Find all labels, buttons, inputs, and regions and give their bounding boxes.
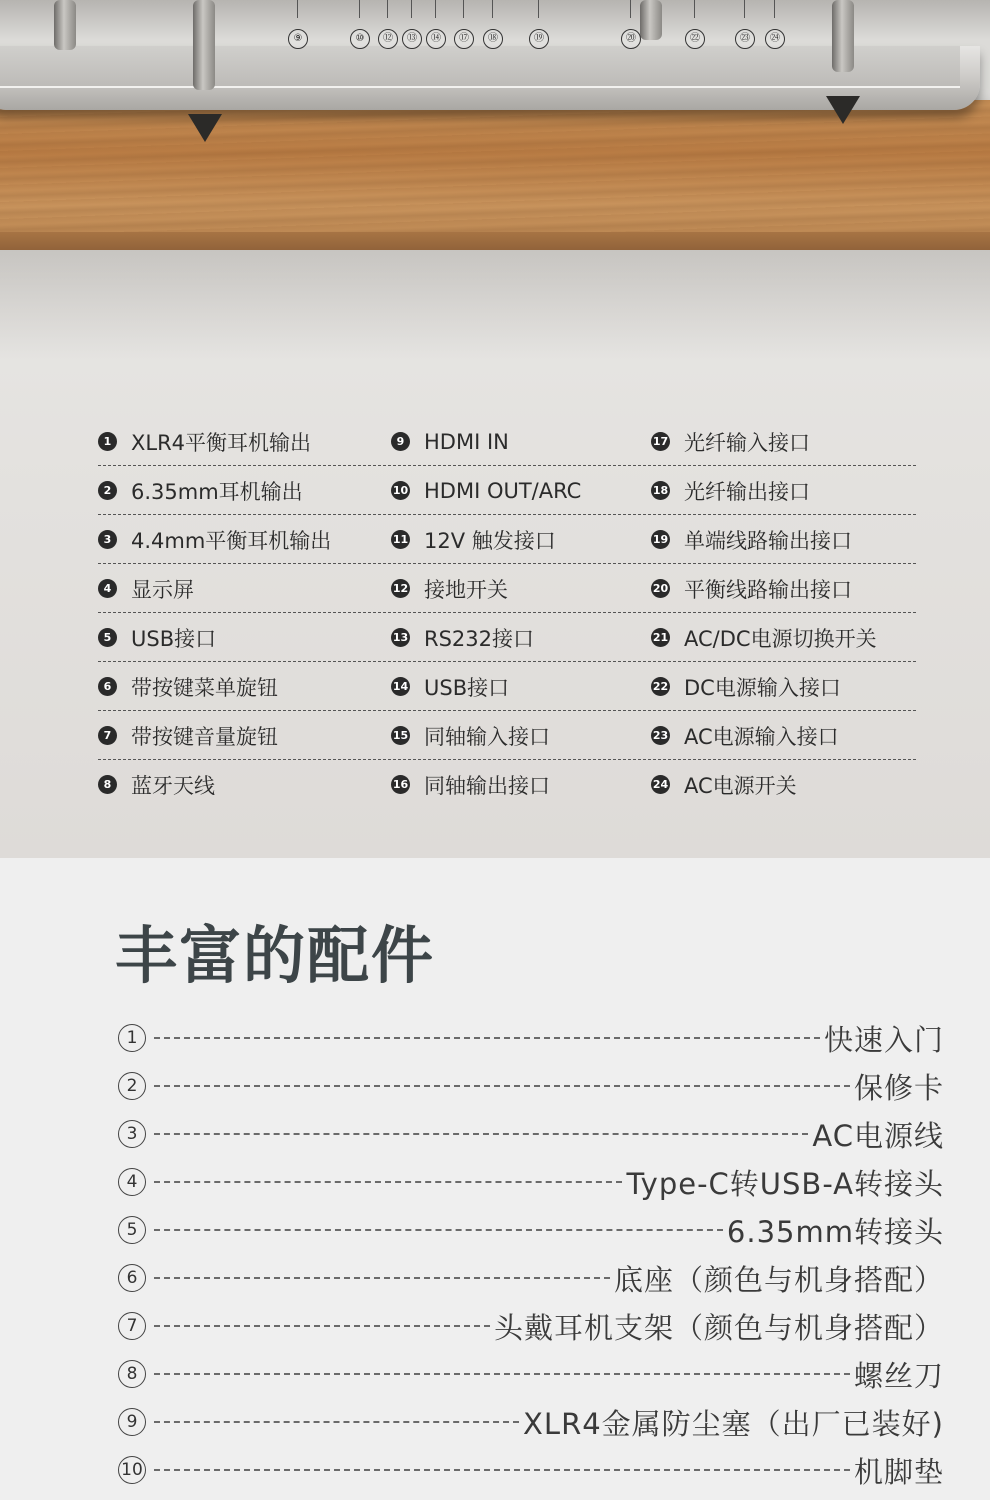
dashed-leader <box>154 1181 622 1183</box>
dashed-leader <box>154 1277 610 1279</box>
spec-cell <box>391 479 651 503</box>
port-number-badge: 15 <box>391 726 410 745</box>
port-callout: ⑩ <box>350 29 370 49</box>
spec-cell <box>391 770 651 800</box>
shelf-shadow <box>0 250 990 360</box>
port-label: HDMI IN <box>424 429 509 454</box>
accessory-item <box>118 1158 944 1206</box>
port-label: USB接口 <box>424 675 510 700</box>
port-number-badge: 11 <box>391 530 410 549</box>
port-label: AC电源输入接口 <box>684 724 839 749</box>
callout-leader-line <box>297 0 298 18</box>
accessory-label: 保修卡 <box>853 1070 944 1105</box>
spec-cell <box>651 476 916 506</box>
accessory-label: 底座（颜色与机身搭配） <box>613 1262 944 1297</box>
accessory-label: AC电源线 <box>812 1118 944 1153</box>
port-label: 蓝牙天线 <box>131 773 215 798</box>
port-number-badge: 5 <box>98 628 117 647</box>
dashed-leader <box>154 1085 850 1087</box>
port-callout: ⑬ <box>402 29 422 49</box>
port-callout: ㉔ <box>765 29 785 49</box>
accessory-label: 机脚垫 <box>853 1454 944 1489</box>
spec-row <box>98 712 916 760</box>
port-number-badge: 7 <box>98 726 117 745</box>
spec-row <box>98 418 916 466</box>
accessory-number: 7 <box>118 1312 146 1340</box>
dashed-leader <box>154 1229 723 1231</box>
spec-cell <box>391 623 651 653</box>
spec-cell <box>391 721 651 751</box>
port-number-badge: 16 <box>391 775 410 794</box>
spec-cell <box>651 525 916 555</box>
accessory-item <box>118 1062 944 1110</box>
spec-cell <box>651 574 916 604</box>
accessory-number: 10 <box>118 1456 146 1484</box>
port-label: 接地开关 <box>424 577 508 602</box>
spec-cell <box>391 672 651 702</box>
port-spec-table <box>98 418 916 809</box>
spec-cell <box>98 770 391 800</box>
port-label: 带按键菜单旋钮 <box>131 675 278 700</box>
spec-cell <box>391 525 651 555</box>
callout-leader-line <box>463 0 464 18</box>
port-label: 同轴输入接口 <box>424 724 550 749</box>
port-number-badge: 24 <box>651 775 670 794</box>
accessory-number: 5 <box>118 1216 146 1244</box>
port-number-badge: 13 <box>391 628 410 647</box>
dashed-leader <box>154 1373 850 1375</box>
spec-cell <box>391 574 651 604</box>
callout-leader-line <box>538 0 539 18</box>
callout-leader-line <box>774 0 775 18</box>
port-label: AC/DC电源切换开关 <box>684 626 877 651</box>
port-label: 带按键音量旋钮 <box>131 724 278 749</box>
port-number-badge: 3 <box>98 530 117 549</box>
port-callout: ⑳ <box>621 29 641 49</box>
callout-leader-line <box>492 0 493 18</box>
port-label: USB接口 <box>131 626 217 651</box>
callout-leader-line <box>411 0 412 18</box>
port-number-badge: 10 <box>391 481 410 500</box>
dashed-leader <box>154 1133 808 1135</box>
spec-cell <box>98 476 391 506</box>
port-number-badge: 19 <box>651 530 670 549</box>
accessory-number: 8 <box>118 1360 146 1388</box>
accessory-item <box>118 1206 944 1254</box>
accessory-number: 6 <box>118 1264 146 1292</box>
spec-cell <box>98 672 391 702</box>
accessory-number: 2 <box>118 1072 146 1100</box>
accessory-item <box>118 1014 944 1062</box>
port-number-badge: 20 <box>651 579 670 598</box>
spec-cell <box>98 427 391 457</box>
accessory-item <box>118 1350 944 1398</box>
dashed-leader <box>154 1469 850 1471</box>
port-label: 光纤输出接口 <box>684 479 810 504</box>
spec-row <box>98 663 916 711</box>
shelf-edge <box>0 232 990 252</box>
accessory-number: 4 <box>118 1168 146 1196</box>
spike-foot-right <box>826 96 860 124</box>
accessory-number: 9 <box>118 1408 146 1436</box>
port-number-badge: 8 <box>98 775 117 794</box>
spec-row <box>98 467 916 515</box>
port-callout: ㉒ <box>685 29 705 49</box>
accessories-title: 丰富的配件 <box>115 919 436 992</box>
accessory-number: 1 <box>118 1024 146 1052</box>
spec-cell <box>98 525 391 555</box>
accessory-item <box>118 1446 944 1494</box>
port-label: 单端线路输出接口 <box>684 528 852 553</box>
port-label: 6.35mm耳机输出 <box>131 479 303 504</box>
port-number-badge: 14 <box>391 677 410 696</box>
port-callout: ⑨ <box>288 29 308 49</box>
product-photo <box>0 0 990 260</box>
port-callout: ⑱ <box>483 29 503 49</box>
callout-leader-line <box>694 0 695 18</box>
port-number-badge: 22 <box>651 677 670 696</box>
accessory-item <box>118 1398 944 1446</box>
spec-row <box>98 565 916 613</box>
spec-cell <box>651 672 916 702</box>
callout-leader-line <box>435 0 436 18</box>
accessory-label: 快速入门 <box>823 1022 944 1057</box>
accessory-number: 3 <box>118 1120 146 1148</box>
spec-cell <box>651 721 916 751</box>
accessories-list <box>118 1014 944 1494</box>
port-label: XLR4平衡耳机输出 <box>131 430 312 455</box>
accessory-item <box>118 1110 944 1158</box>
spec-cell <box>98 623 391 653</box>
accessories-section <box>0 858 990 1500</box>
port-spec-section <box>0 250 990 858</box>
accessory-label: 头戴耳机支架（颜色与机身搭配） <box>493 1310 944 1345</box>
callout-leader-line <box>387 0 388 18</box>
port-label: AC电源开关 <box>684 773 797 798</box>
accessory-label: XLR4金属防尘塞（出厂已装好) <box>523 1406 944 1441</box>
accessory-label: 螺丝刀 <box>853 1358 944 1393</box>
port-label: 12V 触发接口 <box>424 528 556 553</box>
port-number-badge: 4 <box>98 579 117 598</box>
spec-cell <box>391 430 651 454</box>
accessory-item <box>118 1302 944 1350</box>
port-number-badge: 2 <box>98 481 117 500</box>
port-number-badge: 23 <box>651 726 670 745</box>
port-label: HDMI OUT/ARC <box>424 478 582 503</box>
port-number-badge: 17 <box>651 432 670 451</box>
port-label: 显示屏 <box>131 577 194 602</box>
callout-leader-line <box>630 0 631 18</box>
spec-row <box>98 761 916 808</box>
spec-cell <box>651 427 916 457</box>
port-callout: ⑲ <box>529 29 549 49</box>
port-callout: ㉓ <box>735 29 755 49</box>
dashed-leader <box>154 1421 519 1423</box>
port-number-badge: 6 <box>98 677 117 696</box>
callout-leader-line <box>359 0 360 18</box>
port-label: 同轴输出接口 <box>424 773 550 798</box>
spec-cell <box>98 574 391 604</box>
port-label: 4.4mm平衡耳机输出 <box>131 528 332 553</box>
port-label: 光纤输入接口 <box>684 430 810 455</box>
accessory-item <box>118 1254 944 1302</box>
dashed-leader <box>154 1325 490 1327</box>
accessory-label: Type-C转USB-A转接头 <box>626 1166 944 1201</box>
spec-cell <box>651 623 916 653</box>
port-number-badge: 12 <box>391 579 410 598</box>
spike-foot-left <box>188 114 222 142</box>
port-callouts <box>0 0 990 60</box>
spec-row <box>98 614 916 662</box>
port-label: RS232接口 <box>424 626 535 651</box>
port-callout: ⑰ <box>454 29 474 49</box>
spec-row <box>98 516 916 564</box>
port-callout: ⑫ <box>378 29 398 49</box>
port-callout: ⑭ <box>426 29 446 49</box>
accessory-label: 6.35mm转接头 <box>726 1214 944 1249</box>
spec-cell <box>98 721 391 751</box>
port-number-badge: 1 <box>98 432 117 451</box>
port-number-badge: 9 <box>391 432 410 451</box>
callout-leader-line <box>744 0 745 18</box>
spec-cell <box>651 770 916 800</box>
port-label: 平衡线路输出接口 <box>684 577 852 602</box>
port-number-badge: 21 <box>651 628 670 647</box>
dashed-leader <box>154 1037 820 1039</box>
port-number-badge: 18 <box>651 481 670 500</box>
port-label: DC电源输入接口 <box>684 675 841 700</box>
